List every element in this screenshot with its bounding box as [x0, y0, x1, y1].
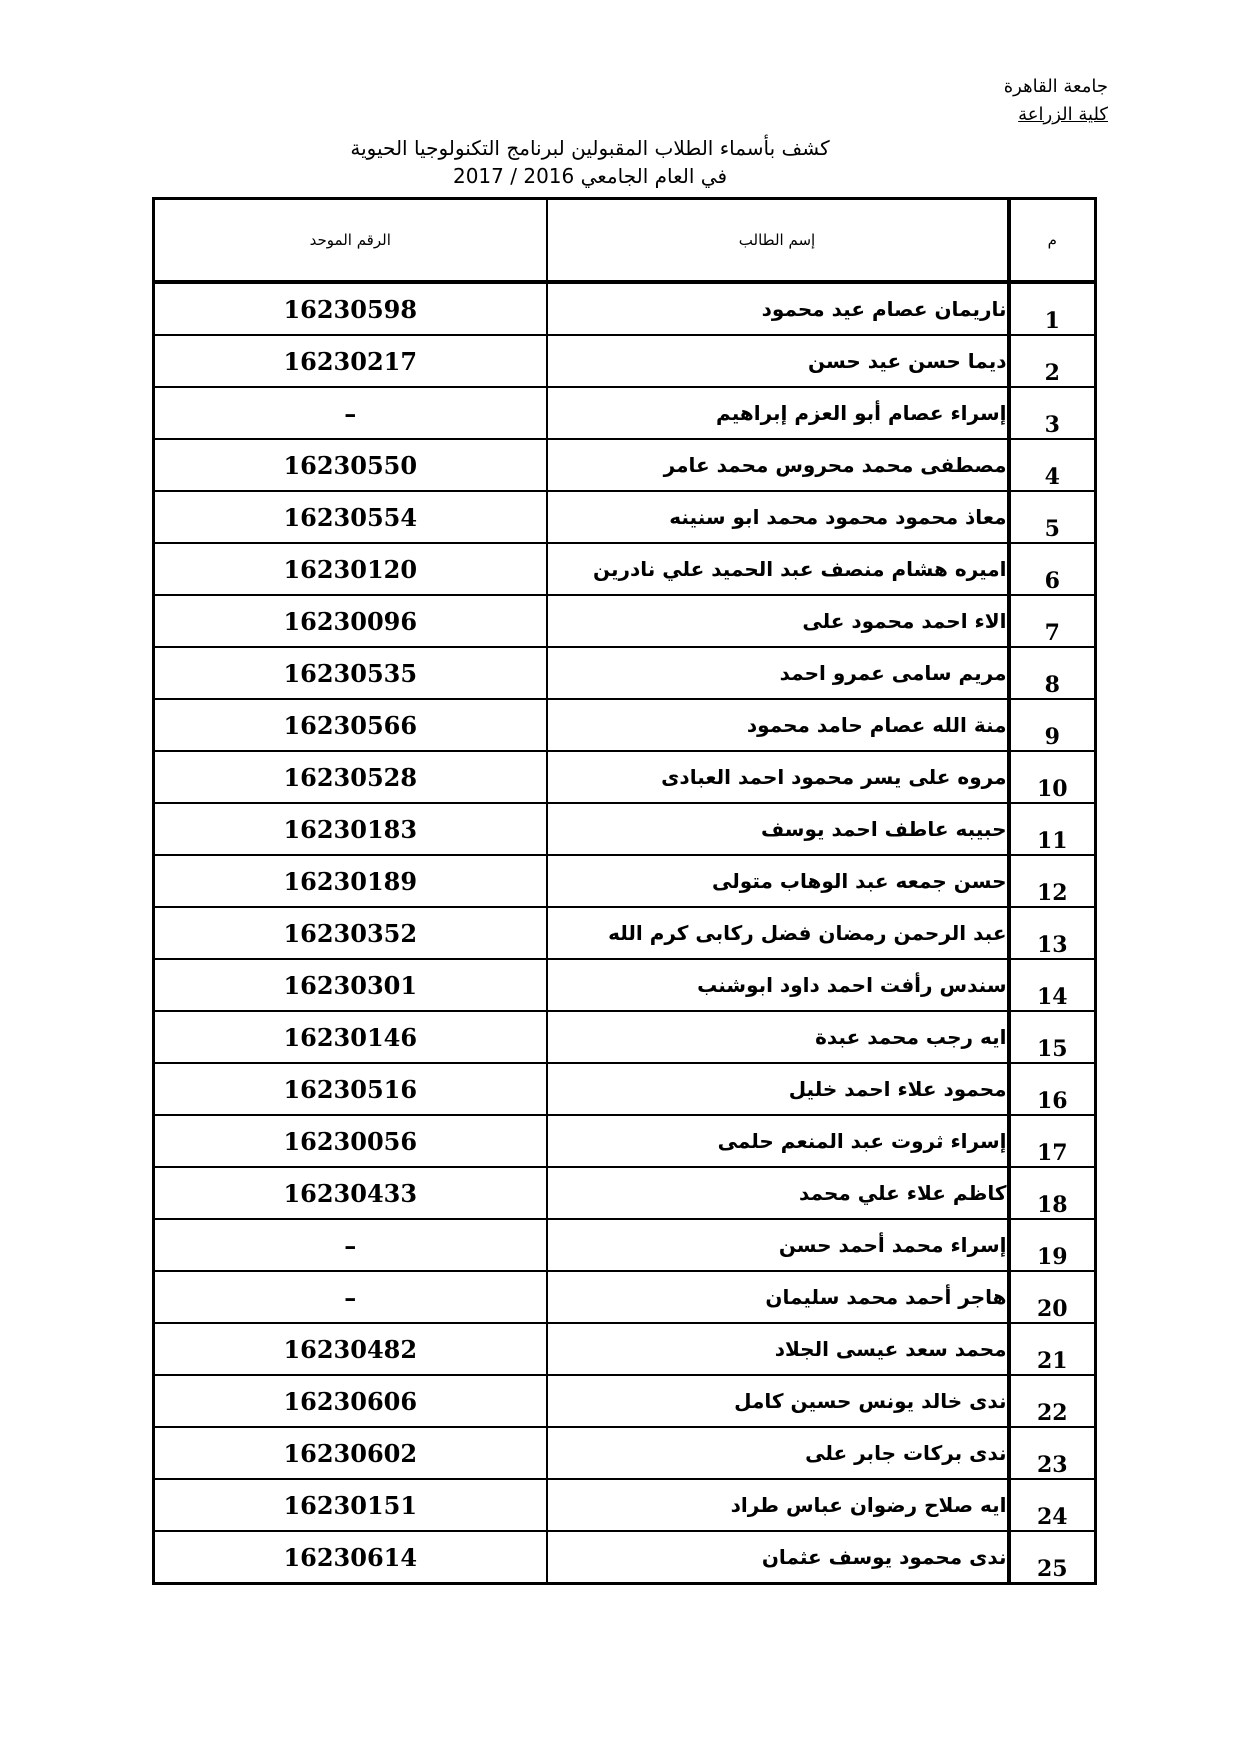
university-name: جامعة القاهرة — [1003, 76, 1108, 97]
row-serial-number: 12 — [1009, 855, 1096, 907]
students-table — [152, 197, 1097, 1585]
student-unified-id: 16230146 — [154, 1011, 547, 1063]
table-row — [154, 1531, 1096, 1584]
table-row — [154, 1219, 1096, 1271]
student-unified-id: 16230598 — [154, 282, 547, 335]
student-unified-id: 16230535 — [154, 647, 547, 699]
row-serial-number: 22 — [1009, 1375, 1096, 1427]
student-name: معاذ محمود محمود محمد ابو سنينه — [547, 491, 1009, 543]
table-row — [154, 282, 1096, 335]
row-serial-number: 8 — [1009, 647, 1096, 699]
row-serial-number: 16 — [1009, 1063, 1096, 1115]
row-serial-number: 4 — [1009, 439, 1096, 491]
row-serial-number: 1 — [1009, 282, 1096, 335]
student-name: محمود علاء احمد خليل — [547, 1063, 1009, 1115]
table-row — [154, 1271, 1096, 1323]
student-name: ايه صلاح رضوان عباس طراد — [547, 1479, 1009, 1531]
student-unified-id: 16230602 — [154, 1427, 547, 1479]
student-name: سندس رأفت احمد داود ابوشنب — [547, 959, 1009, 1011]
student-unified-id: – — [154, 1271, 547, 1323]
student-name: حبيبه عاطف احمد يوسف — [547, 803, 1009, 855]
row-serial-number: 24 — [1009, 1479, 1096, 1531]
table-row — [154, 1323, 1096, 1375]
student-name: مريم سامى عمرو احمد — [547, 647, 1009, 699]
header-serial: م — [1009, 199, 1096, 283]
student-name: هاجر أحمد محمد سليمان — [547, 1271, 1009, 1323]
row-serial-number: 15 — [1009, 1011, 1096, 1063]
table-body — [154, 282, 1096, 1584]
student-name: الاء احمد محمود على — [547, 595, 1009, 647]
student-unified-id: 16230614 — [154, 1531, 547, 1584]
table-row — [154, 959, 1096, 1011]
student-unified-id: 16230528 — [154, 751, 547, 803]
document-title: كشف بأسماء الطلاب المقبولين لبرنامج التكنولوجيا الحيوية — [350, 136, 830, 160]
row-serial-number: 9 — [1009, 699, 1096, 751]
table-row — [154, 699, 1096, 751]
student-name: مروه على يسر محمود احمد العبادى — [547, 751, 1009, 803]
row-serial-number: 18 — [1009, 1167, 1096, 1219]
student-unified-id: 16230433 — [154, 1167, 547, 1219]
student-unified-id: 16230516 — [154, 1063, 547, 1115]
row-serial-number: 14 — [1009, 959, 1096, 1011]
row-serial-number: 3 — [1009, 387, 1096, 439]
table-row — [154, 1167, 1096, 1219]
student-unified-id: 16230554 — [154, 491, 547, 543]
student-name: كاظم علاء علي محمد — [547, 1167, 1009, 1219]
table-row — [154, 1375, 1096, 1427]
student-name: ديما حسن عيد حسن — [547, 335, 1009, 387]
row-serial-number: 5 — [1009, 491, 1096, 543]
student-name: إسراء عصام أبو العزم إبراهيم — [547, 387, 1009, 439]
student-name: ندى بركات جابر على — [547, 1427, 1009, 1479]
table-row — [154, 1479, 1096, 1531]
student-name: منة الله عصام حامد محمود — [547, 699, 1009, 751]
row-serial-number: 7 — [1009, 595, 1096, 647]
student-name: إسراء ثروت عبد المنعم حلمى — [547, 1115, 1009, 1167]
table-row — [154, 1011, 1096, 1063]
student-name: إسراء محمد أحمد حسن — [547, 1219, 1009, 1271]
row-serial-number: 6 — [1009, 543, 1096, 595]
student-unified-id: 16230183 — [154, 803, 547, 855]
table-row — [154, 907, 1096, 959]
table-row — [154, 491, 1096, 543]
row-serial-number: 10 — [1009, 751, 1096, 803]
table-row — [154, 335, 1096, 387]
header-student-name: إسم الطالب — [547, 199, 1009, 283]
student-name: ندى خالد يونس حسين كامل — [547, 1375, 1009, 1427]
row-serial-number: 11 — [1009, 803, 1096, 855]
student-unified-id: 16230096 — [154, 595, 547, 647]
student-unified-id: 16230189 — [154, 855, 547, 907]
student-name: حسن جمعه عبد الوهاب متولى — [547, 855, 1009, 907]
table-row — [154, 595, 1096, 647]
student-unified-id: 16230056 — [154, 1115, 547, 1167]
table-header-row — [154, 199, 1096, 283]
row-serial-number: 23 — [1009, 1427, 1096, 1479]
row-serial-number: 21 — [1009, 1323, 1096, 1375]
student-unified-id: 16230301 — [154, 959, 547, 1011]
row-serial-number: 19 — [1009, 1219, 1096, 1271]
table-row — [154, 647, 1096, 699]
table-row — [154, 387, 1096, 439]
table-row — [154, 1063, 1096, 1115]
student-name: مصطفى محمد محروس محمد عامر — [547, 439, 1009, 491]
header-unified-id: الرقم الموحد — [154, 199, 547, 283]
table-row — [154, 439, 1096, 491]
student-unified-id: 16230151 — [154, 1479, 547, 1531]
student-unified-id: – — [154, 387, 547, 439]
student-name: محمد سعد عيسى الجلاد — [547, 1323, 1009, 1375]
student-name: ندى محمود يوسف عثمان — [547, 1531, 1009, 1584]
table-row — [154, 1427, 1096, 1479]
row-serial-number: 13 — [1009, 907, 1096, 959]
student-name: ايه رجب محمد عبدة — [547, 1011, 1009, 1063]
table-row — [154, 803, 1096, 855]
faculty-name: كلية الزراعة — [1018, 104, 1108, 125]
row-serial-number: 25 — [1009, 1531, 1096, 1584]
student-name: اميره هشام منصف عبد الحميد علي نادرين — [547, 543, 1009, 595]
row-serial-number: 17 — [1009, 1115, 1096, 1167]
student-unified-id: 16230217 — [154, 335, 547, 387]
row-serial-number: 2 — [1009, 335, 1096, 387]
table-row — [154, 855, 1096, 907]
student-unified-id: 16230566 — [154, 699, 547, 751]
student-unified-id: 16230352 — [154, 907, 547, 959]
row-serial-number: 20 — [1009, 1271, 1096, 1323]
table-row — [154, 543, 1096, 595]
table-row — [154, 751, 1096, 803]
table-row — [154, 1115, 1096, 1167]
academic-year: في العام الجامعي 2016 / 2017 — [452, 164, 728, 188]
student-unified-id: 16230120 — [154, 543, 547, 595]
student-unified-id: 16230606 — [154, 1375, 547, 1427]
student-name: عبد الرحمن رمضان فضل ركابى كرم الله — [547, 907, 1009, 959]
student-unified-id: 16230482 — [154, 1323, 547, 1375]
student-unified-id: 16230550 — [154, 439, 547, 491]
student-unified-id: – — [154, 1219, 547, 1271]
student-name: ناريمان عصام عيد محمود — [547, 282, 1009, 335]
